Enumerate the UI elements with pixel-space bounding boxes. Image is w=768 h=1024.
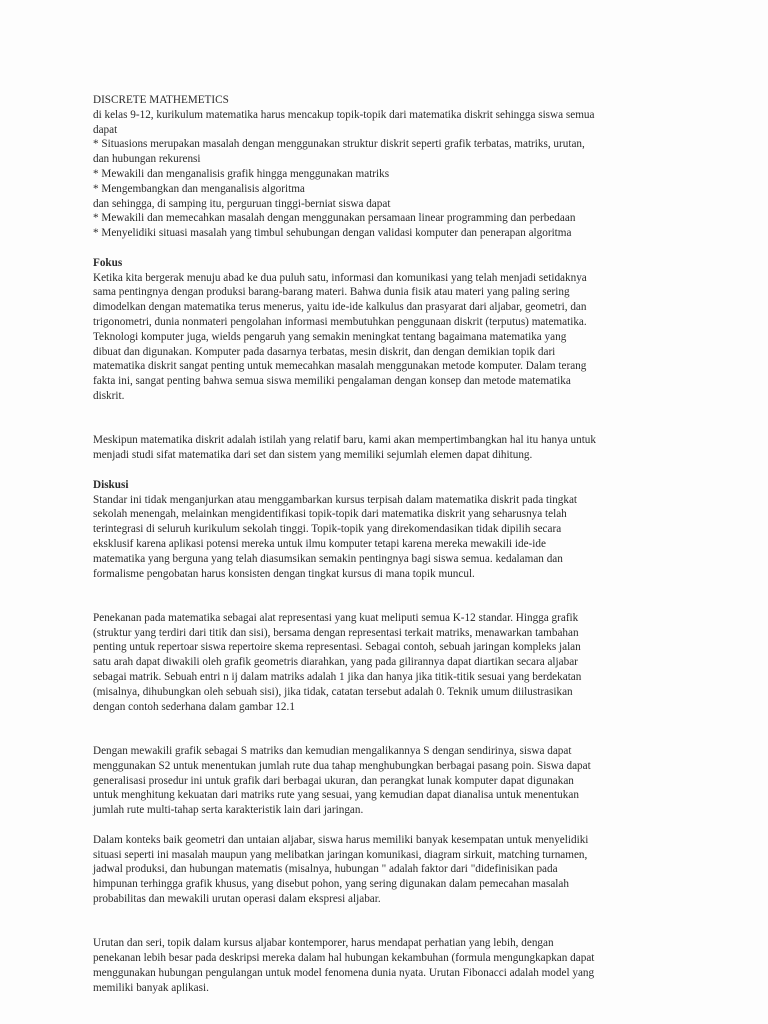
text-line: satu arah dapat diwakili oleh grafik geometris diarahkan, yang pada gilirannya dapat diartikan secara aljabar	[93, 656, 578, 669]
text-line: dapat	[93, 123, 118, 136]
section-heading-fokus: Fokus	[93, 256, 123, 269]
text-line: Standar ini tidak menganjurkan atau menggambarkan kursus terpisah dalam matematika diskrit pada tingkat	[93, 493, 578, 506]
text-line: sebagai matrik. Sebuah entri n ij dalam matriks adalah 1 jika dan hanya jika titik-titik sesuai yang berdekatan	[93, 671, 582, 684]
text-line: menggunakan hubungan pengulangan untuk model fenomena dunia nyata. Urutan Fibonacci adalah model yang	[93, 967, 595, 980]
paragraph-gap	[93, 463, 683, 478]
text-line: matematika yang berguna yang telah diasumsikan semakin pentingnya bagi siswa semua. kedalaman dan	[93, 552, 563, 565]
text-line	[93, 581, 683, 596]
text-line: formalisme pengobatan harus konsisten dengan tingkat kursus di mana topik muncul.	[93, 567, 475, 580]
text-line: Meskipun matematika diskrit adalah istilah yang relatif baru, kami akan mempertimbangkan hal itu hanya untuk	[93, 434, 596, 447]
document-title: DISCRETE MATHEMETICS	[93, 94, 229, 106]
intro-section	[93, 108, 683, 256]
text-line: eksklusif karena aplikasi potensi mereka untuk ilmu komputer tetapi karena mereka mewakili ide-ide	[93, 537, 546, 550]
text-line: terintegrasi di seluruh kurikulum sekolah tinggi. Topik-topik yang direkomendasikan tidak dipilih secara	[93, 523, 562, 536]
text-line: dan hubungan rekurensi	[93, 153, 201, 166]
paragraph-gap	[93, 729, 683, 744]
text-line	[93, 714, 683, 729]
document-body	[93, 93, 683, 996]
text-line: Teknologi komputer juga, wields pengaruh yang semakin meningkat tentang bagaimana matematika yang	[93, 330, 567, 343]
text-line: generalisasi prosedur ini untuk grafik dari berbagai ukuran, dan perangkat lunak komputer dapat digunakan	[93, 774, 574, 787]
text-line: * Mewakili dan memecahkan masalah dengan menggunakan persamaan linear programming dan perbedaan	[93, 212, 576, 225]
text-line: Dengan mewakili grafik sebagai S matriks dan kemudian mengalikannya S dengan sendirinya, siswa dapat	[93, 745, 572, 758]
text-line: situasi seperti ini masalah maupun yang melibatkan jaringan komunikasi, diagram sirkuit, matching turnamen,	[93, 848, 588, 861]
text-line: memiliki banyak aplikasi.	[93, 981, 209, 994]
paragraph-gap	[93, 596, 683, 611]
text-line: * Mewakili dan menganalisis grafik hingga menggunakan matriks	[93, 167, 390, 180]
text-line: fakta ini, sangat penting bahwa semua siswa memiliki pengalaman dengan konsep dan metode matematika	[93, 375, 571, 388]
text-line: probabilitas dan mewakili urutan operasi dalam ekspresi aljabar.	[93, 893, 381, 906]
diskusi-paragraph-3	[93, 744, 683, 818]
text-line: Ketika kita bergerak menuju abad ke dua puluh satu, informasi dan komunikasi yang telah menjadi setidaknya	[93, 271, 587, 284]
diskusi-paragraph-1	[93, 493, 683, 597]
text-line: sekolah menengah, melainkan mengidentifikasi topik-topik dari matematika diskrit yang seharusnya telah	[93, 508, 567, 521]
text-line: trigonometri, dunia nonmateri pengolahan informasi membutuhkan penggunaan diskrit (terputus) matematika.	[93, 315, 587, 328]
text-line: di kelas 9-12, kurikulum matematika harus mencakup topik-topik dari matematika diskrit sehingga siswa semua	[93, 108, 595, 121]
text-line: penting untuk repertoar siswa repertoire skema representasi. Sebagai contoh, sebuah jaringan kompleks jalan	[93, 641, 581, 654]
text-line: * Situasions merupakan masalah dengan menggunakan struktur diskrit seperti grafik terbatas, matriks, urutan,	[93, 138, 585, 151]
section-heading-diskusi: Diskusi	[93, 478, 129, 491]
text-line: * Mengembangkan dan menganalisis algoritma	[93, 182, 305, 195]
diskusi-paragraph-2	[93, 611, 683, 729]
text-line: untuk menghitung kekuatan dari matriks rute yang sesuai, yang kemudian dapat dianalisa untuk menentukan	[93, 789, 579, 802]
text-line: jadwal produksi, dan hubungan matematis (misalnya, hubungan " adalah faktor dari "didefinisikan pada	[93, 863, 558, 876]
text-line: jumlah rute multi-tahap serta karakteristik lain dari jaringan.	[93, 804, 364, 817]
text-line: (struktur yang terdiri dari titik dan sisi), bersama dengan representasi terkait matriks, menawarkan tambahan	[93, 626, 579, 639]
paragraph-gap	[93, 922, 683, 937]
text-line: penekanan lebih besar pada deskripsi mereka dalam hal hubungan kekambuhan (formula mengungkapkan dapat	[93, 952, 595, 965]
text-line: matematika diskrit sangat penting untuk memecahkan masalah menggunakan metode komputer. Dalam terang	[93, 360, 587, 373]
fokus-paragraph-2	[93, 433, 683, 463]
text-line: dimodelkan dengan matematika terus menerus, yaitu ide-ide kalkulus dan prasyarat dari aljabar, geometri, dan	[93, 301, 587, 314]
text-line: diskrit.	[93, 389, 125, 402]
text-line: dan sehingga, di samping itu, perguruan tinggi-berniat siswa dapat	[93, 197, 391, 210]
text-line: (misalnya, dihubungkan oleh sebuah sisi), jika tidak, catatan tersebut adalah 0. Teknik umum diilustrasikan	[93, 685, 573, 698]
diskusi-paragraph-5	[93, 936, 683, 995]
text-line: menggunakan S2 untuk menentukan jumlah rute dua tahap menghubungkan berbagai pasang poin. Siswa dapat	[93, 759, 591, 772]
text-line: sama pentingnya dengan produksi barang-barang materi. Bahwa dunia fisik atau materi yang paling sering	[93, 286, 570, 299]
paragraph-gap	[93, 419, 683, 434]
text-line	[93, 907, 683, 922]
fokus-paragraph-1	[93, 271, 683, 419]
diskusi-paragraph-4	[93, 833, 683, 922]
text-line: Urutan dan seri, topik dalam kursus aljabar kontemporer, harus mendapat perhatian yang lebih, dengan	[93, 937, 554, 950]
text-line: dengan contoh sederhana dalam gambar 12.1	[93, 700, 295, 713]
text-line: Dalam konteks baik geometri dan untaian aljabar, siswa harus memiliki banyak kesempatan untuk menyelidiki	[93, 833, 589, 846]
text-line: menjadi studi sifat matematika dari set dan sistem yang memiliki sejumlah elemen dapat dihitung.	[93, 449, 533, 462]
text-line: dibuat dan digunakan. Komputer pada dasarnya terbatas, mesin diskrit, dan dengan demikian topik dari	[93, 345, 556, 358]
text-line	[93, 241, 683, 256]
text-line: himpunan terhingga grafik khusus, yang disebut pohon, yang sering digunakan dalam pemecahan masalah	[93, 878, 569, 891]
text-line: Penekanan pada matematika sebagai alat representasi yang kuat meliputi semua K-12 standar. Hingga grafik	[93, 611, 579, 624]
text-line: * Menyelidiki situasi masalah yang timbul sehubungan dengan validasi komputer dan penerapan algoritma	[93, 227, 572, 240]
text-line	[93, 404, 683, 419]
paragraph-gap	[93, 818, 683, 833]
